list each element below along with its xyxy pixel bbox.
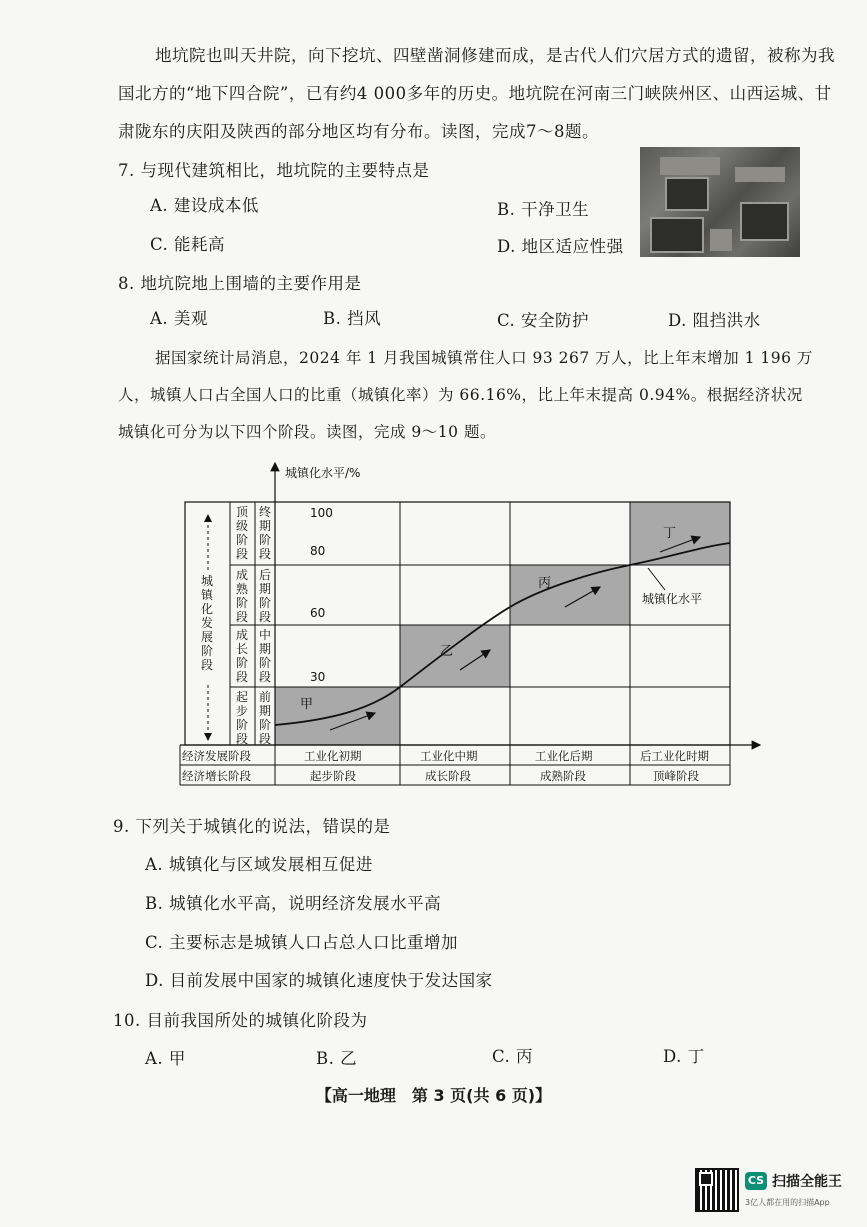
urbanization-stage-inner-2-char: 段 (259, 610, 272, 624)
econ-growth-2: 成长阶段 (425, 769, 471, 783)
q8-stem: 8. 地坑院地上围墙的主要作用是 (118, 274, 362, 293)
urbanization-stage-inner-2-char: 后 (259, 568, 272, 582)
curve-label: 城镇化水平 (642, 592, 703, 606)
y-axis-label: 城镇化水平/% (285, 466, 361, 480)
econ-dev-3: 工业化后期 (535, 749, 593, 763)
q7-option-b: B. 干净卫生 (497, 200, 590, 219)
urbanization-stage-outer-2 (236, 567, 249, 624)
urbanization-stage-outer-3-char: 长 (236, 642, 249, 656)
urbanization-stage-inner-4-char: 段 (259, 732, 272, 746)
left-axis-label-text (201, 574, 214, 672)
scanner-name: 扫描全能王 (772, 1174, 842, 1190)
q10-option-d: D. 丁 (663, 1047, 705, 1066)
urbanization-stage-outer-3-char: 成 (236, 628, 249, 642)
urbanization-stage-inner-1-char: 段 (259, 547, 272, 561)
q9-option-c: C. 主要标志是城镇人口占总人口比重增加 (145, 933, 459, 952)
urbanization-stage-outer-3-char: 阶 (236, 656, 249, 670)
econ-growth-4: 顶峰阶段 (653, 769, 699, 783)
urbanization-stage-inner-1-char: 阶 (259, 533, 272, 547)
urbanization-stage-outer-2-char: 阶 (236, 596, 249, 610)
urbanization-stage-outer-4-char: 起 (236, 690, 249, 704)
pit-courtyard-photo (640, 147, 800, 257)
urbanization-stage-outer-3-char: 段 (236, 670, 249, 684)
left-axis-label (201, 574, 214, 672)
urbanization-stage-inner-4-char: 前 (259, 690, 272, 704)
left-axis-label-text-char: 段 (201, 658, 214, 672)
y-tick-100: 100 (310, 506, 333, 520)
urbanization-stage-inner-2 (259, 568, 271, 624)
intro1-line-1: 地坑院也叫天井院，向下挖坑、四壁凿洞修建而成，是古代人们穴居方式的遗留，被称为我 (155, 46, 835, 65)
zone-label-ding: 丁 (663, 526, 677, 541)
urbanization-stage-inner-3-char: 中 (259, 628, 272, 642)
scanner-logo: CS (745, 1172, 767, 1190)
urbanization-stage-inner-3 (259, 627, 271, 684)
left-axis-label-text-char: 城 (201, 574, 214, 588)
urbanization-stage-outer-3 (236, 627, 248, 684)
q10-option-a: A. 甲 (145, 1049, 186, 1068)
zone-label-jia: 甲 (300, 697, 314, 712)
urbanization-stage-inner-4-char: 阶 (259, 718, 272, 732)
q9-option-b: B. 城镇化水平高，说明经济发展水平高 (145, 894, 442, 913)
urbanization-stage-outer-4-char: 阶 (236, 718, 249, 732)
urbanization-stage-outer-1-char: 段 (236, 547, 249, 561)
urbanization-stage-inner-2-char: 期 (259, 582, 272, 596)
urbanization-stage-inner-1-char: 终 (259, 505, 272, 519)
q8-option-d: D. 阻挡洪水 (668, 311, 761, 330)
urbanization-stage-outer-4 (236, 689, 248, 746)
intro1-line-2: 国北方的“地下四合院”，已有约4 000多年的历史。地坑院在河南三门峡陕州区、山西运城、甘 (118, 84, 832, 103)
urbanization-stage-outer-1 (236, 505, 249, 561)
zone-ding (630, 502, 730, 565)
urbanization-stage-outer-2-char: 段 (236, 610, 249, 624)
y-tick-80: 80 (310, 544, 326, 558)
intro2-line-2: 人，城镇人口占全国人口的比重（城镇化率）为 66.16%，比上年末提高 0.94%。根据经济状况 (118, 386, 803, 404)
q10-option-c: C. 丙 (492, 1047, 534, 1066)
urbanization-stage-inner-3-char: 阶 (259, 656, 272, 670)
q8-option-a: A. 美观 (150, 309, 208, 328)
q10-stem: 10. 目前我国所处的城镇化阶段为 (113, 1011, 368, 1030)
zone-label-yi: 乙 (440, 644, 454, 659)
urbanization-stage-outer-2-char: 熟 (236, 582, 249, 596)
intro2-line-3: 城镇化可分为以下四个阶段。读图，完成 9～10 题。 (118, 423, 496, 441)
scanner-subtitle: 3亿人都在用的扫描App (745, 1198, 830, 1207)
urbanization-stage-outer-1-char: 阶 (236, 533, 249, 547)
urbanization-stage-outer-1-char: 级 (236, 519, 249, 533)
urbanization-stage-inner-1 (259, 505, 271, 561)
urbanization-stages-chart (170, 455, 770, 795)
left-axis-label-text-char: 阶 (201, 644, 214, 658)
econ-dev-1: 工业化初期 (304, 749, 362, 763)
urbanization-stage-inner-4-char: 期 (259, 704, 272, 718)
urbanization-stage-inner-3-char: 段 (259, 670, 272, 684)
row-header-econ-growth: 经济增长阶段 (182, 769, 251, 783)
urbanization-stage-outer-1-char: 顶 (236, 505, 249, 519)
urbanization-stage-inner-3-char: 期 (259, 642, 272, 656)
q9-option-a: A. 城镇化与区域发展相互促进 (145, 855, 373, 874)
econ-growth-3: 成熟阶段 (540, 769, 586, 783)
intro1-line-3: 肃陇东的庆阳及陕西的部分地区均有分布。读图，完成7～8题。 (118, 122, 599, 141)
urbanization-stage-inner-1-char: 期 (259, 519, 272, 533)
econ-dev-2: 工业化中期 (420, 749, 478, 763)
econ-dev-4: 后工业化时期 (640, 749, 709, 763)
q7-stem: 7. 与现代建筑相比，地坑院的主要特点是 (118, 161, 430, 180)
y-tick-30: 30 (310, 670, 326, 684)
q8-option-c: C. 安全防护 (497, 311, 590, 330)
zone-bing (510, 565, 630, 625)
intro2-line-1: 据国家统计局消息，2024 年 1 月我国城镇常住人口 93 267 万人，比上年末增加 1 196 万 (155, 349, 813, 367)
zone-yi (400, 625, 510, 687)
urbanization-stage-outer-4-char: 步 (236, 704, 249, 718)
qr-code (695, 1168, 739, 1212)
page-footer: 【高一地理 第 3 页(共 6 页)】 (315, 1086, 552, 1105)
q7-option-a: A. 建设成本低 (150, 196, 259, 215)
left-axis-label-text-char: 展 (201, 630, 214, 644)
q9-stem: 9. 下列关于城镇化的说法，错误的是 (113, 817, 391, 836)
urbanization-stage-inner-4 (259, 690, 271, 746)
q8-option-b: B. 挡风 (323, 309, 382, 328)
left-axis-label-text-char: 化 (201, 602, 214, 616)
y-tick-60: 60 (310, 606, 326, 620)
urbanization-stage-outer-2-char: 成 (236, 568, 249, 582)
zone-label-bing: 丙 (538, 576, 552, 591)
urbanization-stage-inner-2-char: 阶 (259, 596, 272, 610)
econ-growth-1: 起步阶段 (310, 769, 356, 783)
left-axis-label-text-char: 镇 (201, 588, 214, 602)
left-axis-label-text-char: 发 (201, 616, 214, 630)
q7-option-c: C. 能耗高 (150, 235, 226, 254)
urbanization-stage-outer-4-char: 段 (236, 732, 249, 746)
q10-option-b: B. 乙 (316, 1049, 358, 1068)
row-header-econ-dev: 经济发展阶段 (182, 749, 251, 763)
q9-option-d: D. 目前发展中国家的城镇化速度快于发达国家 (145, 971, 493, 990)
q7-option-d: D. 地区适应性强 (497, 237, 624, 256)
